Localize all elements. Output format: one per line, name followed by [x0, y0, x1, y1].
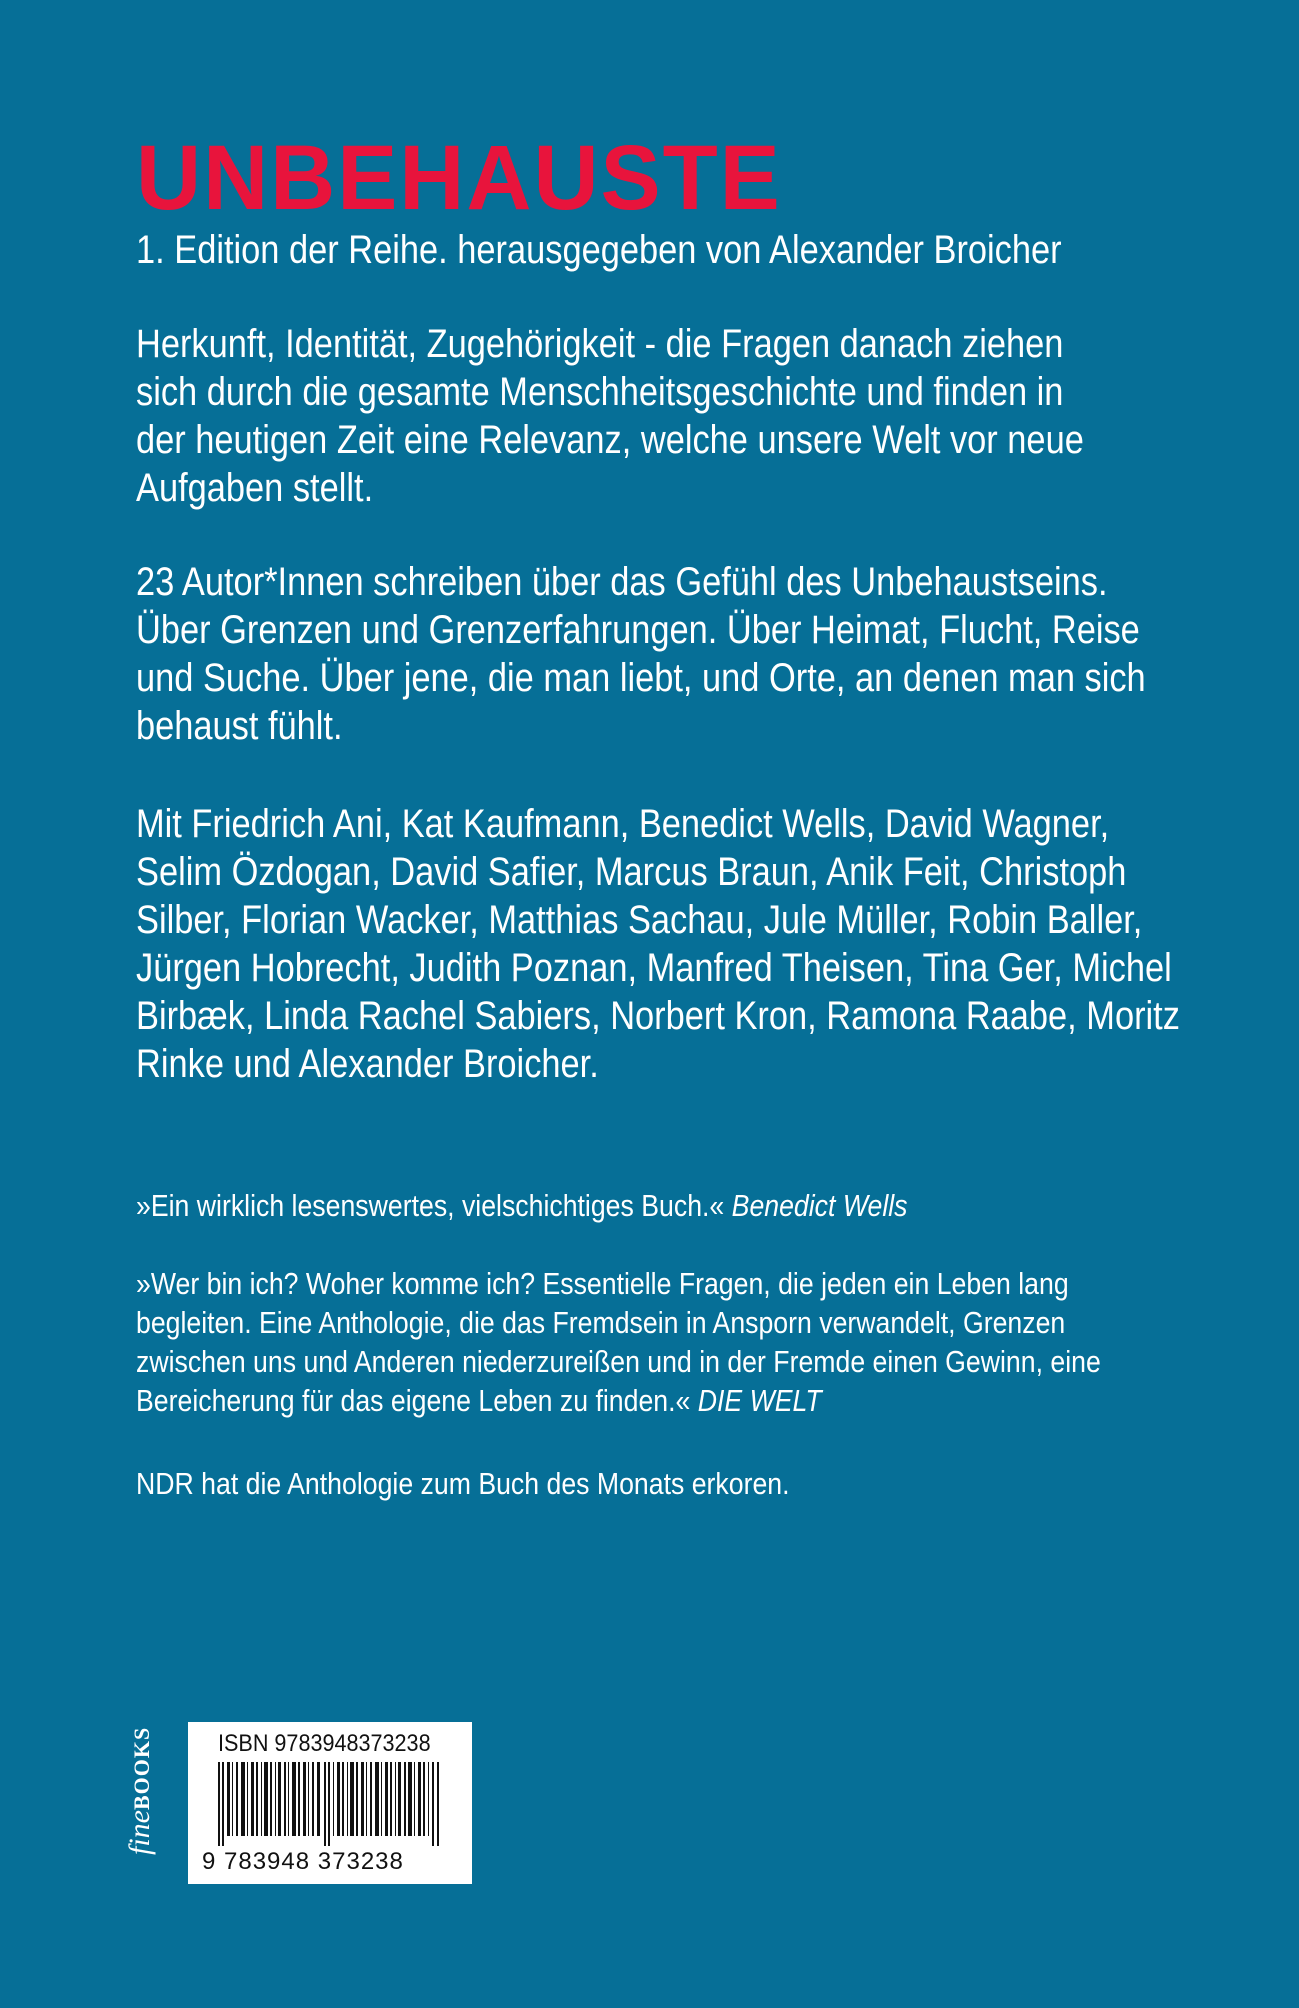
- quote-die-welt: [136, 1264, 1101, 1420]
- blurb-paragraph-2: [136, 558, 1146, 750]
- text-line: Jürgen Hobrecht, Judith Poznan, Manfred Theisen, Tina Ger, Michel: [136, 946, 1172, 990]
- quote-benedict-wells: [136, 1186, 908, 1225]
- blurb-paragraph-1: [136, 320, 1084, 512]
- contributors-paragraph: [136, 800, 1180, 1088]
- isbn-barcode-box: [188, 1722, 472, 1884]
- barcode-icon: [218, 1762, 444, 1846]
- publisher-name-books: BOOKS: [129, 1726, 154, 1810]
- text-line: Über Grenzen und Grenzerfahrungen. Über Heimat, Flucht, Reise: [136, 608, 1140, 652]
- text-line: sich durch die gesamte Menschheitsgeschichte und finden in: [136, 370, 1064, 414]
- text-line: behaust fühlt.: [136, 704, 343, 748]
- text-line: »Wer bin ich? Woher komme ich? Essentielle Fragen, die jeden ein Leben lang: [136, 1266, 1069, 1301]
- text-line: der heutigen Zeit eine Relevanz, welche unsere Welt vor neue: [136, 418, 1084, 462]
- text-line: Aufgaben stellt.: [136, 466, 374, 510]
- text-line: Birbæk, Linda Rachel Sabiers, Norbert Kron, Ramona Raabe, Moritz: [136, 994, 1180, 1038]
- book-subtitle: 1. Edition der Reihe. herausgegeben von Alexander Broicher: [136, 228, 1062, 272]
- text-line: 23 Autor*Innen schreiben über das Gefühl des Unbehaustseins.: [136, 560, 1108, 604]
- quote-source: DIE WELT: [697, 1383, 822, 1418]
- text-line: Mit Friedrich Ani, Kat Kaufmann, Benedict Wells, David Wagner,: [136, 802, 1110, 846]
- text-line: und Suche. Über jene, die man liebt, und Orte, an denen man sich: [136, 656, 1146, 700]
- text-line: Silber, Florian Wacker, Matthias Sachau, Jule Müller, Robin Baller,: [136, 898, 1143, 942]
- isbn-label: ISBN 9783948373238: [218, 1730, 431, 1757]
- quote-source: Benedict Wells: [731, 1188, 908, 1223]
- quote-text: »Ein wirklich lesenswertes, vielschichtiges Buch.«: [136, 1188, 725, 1223]
- text-line: begleiten. Eine Anthologie, die das Fremdsein in Ansporn verwandelt, Grenzen: [136, 1305, 1066, 1340]
- ndr-note: NDR hat die Anthologie zum Buch des Monats erkoren.: [136, 1466, 790, 1501]
- text-line: zwischen uns und Anderen niederzureißen und in der Fremde einen Gewinn, eine: [136, 1344, 1101, 1379]
- text-line: Herkunft, Identität, Zugehörigkeit - die Fragen danach ziehen: [136, 322, 1064, 366]
- book-title: UNBEHAUSTE: [136, 127, 782, 229]
- text-line: Rinke und Alexander Broicher.: [136, 1042, 599, 1086]
- text-line: Bereicherung für das eigene Leben zu finden.«: [136, 1383, 691, 1418]
- barcode-digits: 9 783948 373238: [202, 1848, 404, 1875]
- publisher-logo: [120, 1695, 160, 1855]
- publisher-name-fine: fine: [123, 1810, 156, 1855]
- text-line: Selim Özdogan, David Safier, Marcus Braun, Anik Feit, Christoph: [136, 850, 1127, 894]
